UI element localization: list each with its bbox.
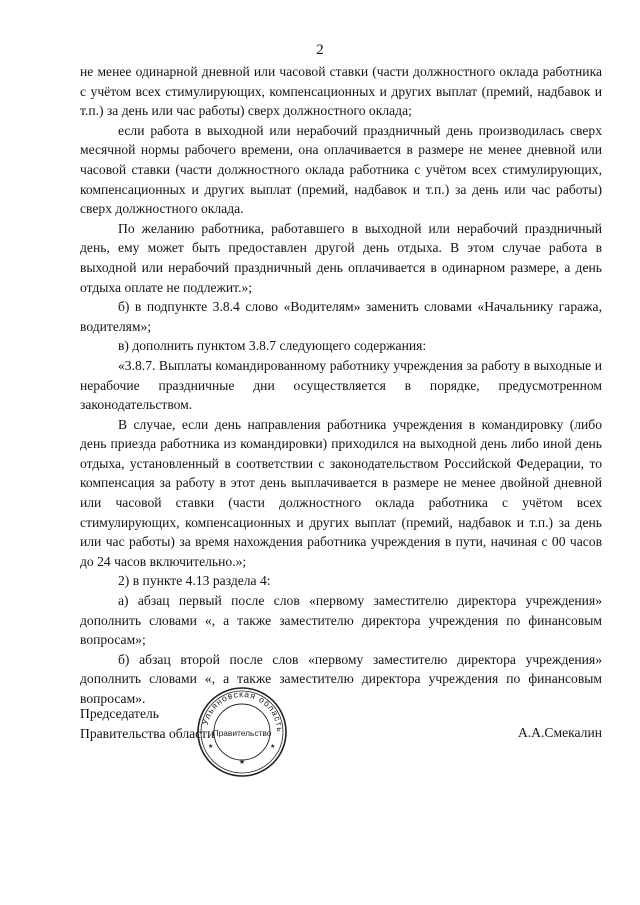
paragraph: По желанию работника, работавшего в выходной или нерабочий праздничный день, ему может быть предоставлен другой день отдыха. В этом случае работа в выходной или нерабочий праздничный день оплачивается в одинарном размере, а день отдыха оплате не подлежит.»; — [80, 220, 602, 295]
svg-text:★: ★ — [270, 744, 276, 750]
document-body — [80, 62, 602, 709]
page-number: 2 — [316, 42, 324, 58]
paragraph: если работа в выходной или нерабочий праздничный день производилась сверх месячной нормы рабочего времени, она оплачивается в размере не менее дневной или часовой ставки (части должностного оклада работника с учётом всех стимулирующих, компенсационных и других выплат (премий, надбавок и т.п.) за день или час работы) сверх должностного оклада. — [80, 122, 602, 217]
svg-text:Правительство: Правительство — [212, 728, 272, 738]
paragraph: в) дополнить пунктом 3.8.7 следующего содержания: — [118, 338, 427, 354]
paragraph: «3.8.7. Выплаты командированному работнику учреждения за работу в выходные и нерабочие праздничные дни осуществляется в порядке, предусмотренном законодательством. — [80, 357, 602, 413]
paragraph: не менее одинарной дневной или часовой ставки (части должностного оклада работника с учётом всех стимулирующих, компенсационных и других выплат (премий, надбавок и т.п.) за день или час работы) сверх должностного оклада; — [80, 64, 602, 119]
signatory-name: А.А.Смекалин — [517, 725, 602, 740]
paragraph: В случае, если день направления работника учреждения в командировку (либо день приезда работника из командировки) приходился на выходной день либо иной день отдыха, установленный в соответствии с законодательством Российской Федерации, то компенсация за работу в этот день выплачивается в размере не менее двойной дневной или часовой ставки (части должностного оклада работника с учётом всех стимулирующих, компенсационных и других выплат (премий, надбавок и т.п.) за день или час работы) за время нахождения работника учреждения в пути, начиная с 00 часов до 24 часов включительно.»; — [80, 416, 602, 569]
svg-text:Ульяновская область: Ульяновская область — [199, 688, 286, 733]
paragraph: 2) в пункте 4.13 раздела 4: — [118, 573, 271, 589]
paragraph: б) абзац второй после слов «первому заместителю директора учреждения» дополнить словами «, а также заместителю директора учреждения по финансовым вопросам». — [80, 651, 602, 706]
paragraph: а) абзац первый после слов «первому заместителю директора учреждения» дополнить словами «, а также заместителю директора учреждения по финансовым вопросам»; — [80, 593, 602, 648]
svg-text:★: ★ — [208, 744, 214, 750]
signatory-position: Председатель — [80, 706, 159, 721]
paragraph: б) в подпункте 3.8.4 слово «Водителям» заменить словами «Начальнику гаража, водителям»; — [80, 299, 602, 334]
svg-text:★: ★ — [238, 759, 246, 766]
signatory-position-line2: Правительства области — [80, 725, 215, 741]
